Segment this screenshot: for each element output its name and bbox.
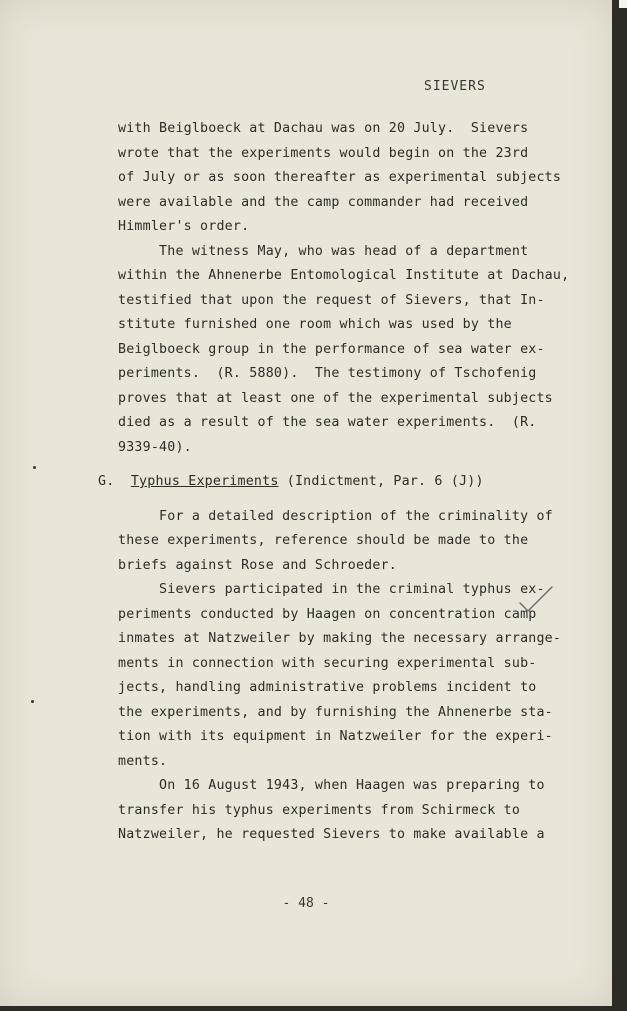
text-line: tion with its equipment in Natzweiler for the experi- <box>118 729 553 744</box>
text-line: On 16 August 1943, when Haagen was preparing to <box>118 778 545 793</box>
section-heading <box>98 470 538 495</box>
body-text <box>98 117 570 848</box>
text-line: stitute furnished one room which was used by the <box>118 317 512 332</box>
text-line: wrote that the experiments would begin on the 23rd <box>118 145 529 161</box>
section-reference: (Indictment, Par. 6 (J)) <box>278 474 484 489</box>
text-line: ments in connection with securing experimental sub- <box>118 655 537 671</box>
running-header: SIEVERS <box>424 79 486 94</box>
text-line: periments conducted by Haagen on concentration camp <box>118 606 537 622</box>
scan-border <box>612 0 627 1011</box>
text-line: died as a result of the sea water experiments. (R. <box>118 415 537 430</box>
text-line: within the Ahnenerbe Entomological Institute at Dachau, <box>118 268 570 283</box>
text-line: Himmler's order. <box>118 219 250 234</box>
text-line: inmates at Natzweiler by making the necessary arrange- <box>118 631 562 646</box>
text-line: with Beiglboeck at Dachau was on 20 July. Sievers <box>118 121 529 136</box>
check-mark-icon <box>518 585 554 615</box>
text-line: Natzweiler, he requested Sievers to make available a <box>118 827 545 842</box>
text-line: periments. (R. 5880). The testimony of Tschofenig <box>118 366 537 381</box>
text-line: 9339-40). <box>118 439 192 455</box>
margin-dot <box>31 700 34 703</box>
text-line: Beiglboeck group in the performance of sea water ex- <box>118 341 545 357</box>
section-letter: G. <box>98 474 131 489</box>
section-title: Typhus Experiments <box>130 474 279 489</box>
scan-corner <box>619 0 627 8</box>
text-line: of July or as soon thereafter as experimental subjects <box>118 170 562 185</box>
text-line: these experiments, reference should be made to the <box>118 533 529 548</box>
text-line: ments. <box>118 753 168 769</box>
text-line: For a detailed description of the criminality of <box>118 508 553 524</box>
text-line: testified that upon the request of Sievers, that In- <box>118 292 545 308</box>
text-line: jects, handling administrative problems incident to <box>118 680 537 695</box>
text-line: were available and the camp commander had received <box>118 194 529 210</box>
page-number: - 48 - <box>282 896 330 911</box>
text-line: The witness May, who was head of a department <box>118 243 529 259</box>
margin-dot <box>33 466 36 469</box>
text-line: Sievers participated in the criminal typhus ex- <box>118 582 545 597</box>
text-line: the experiments, and by furnishing the Ahnenerbe sta- <box>118 704 553 720</box>
text-line: proves that at least one of the experimental subjects <box>118 390 553 406</box>
text-line: transfer his typhus experiments from Schirmeck to <box>118 802 521 818</box>
text-line: briefs against Rose and Schroeder. <box>118 557 397 573</box>
